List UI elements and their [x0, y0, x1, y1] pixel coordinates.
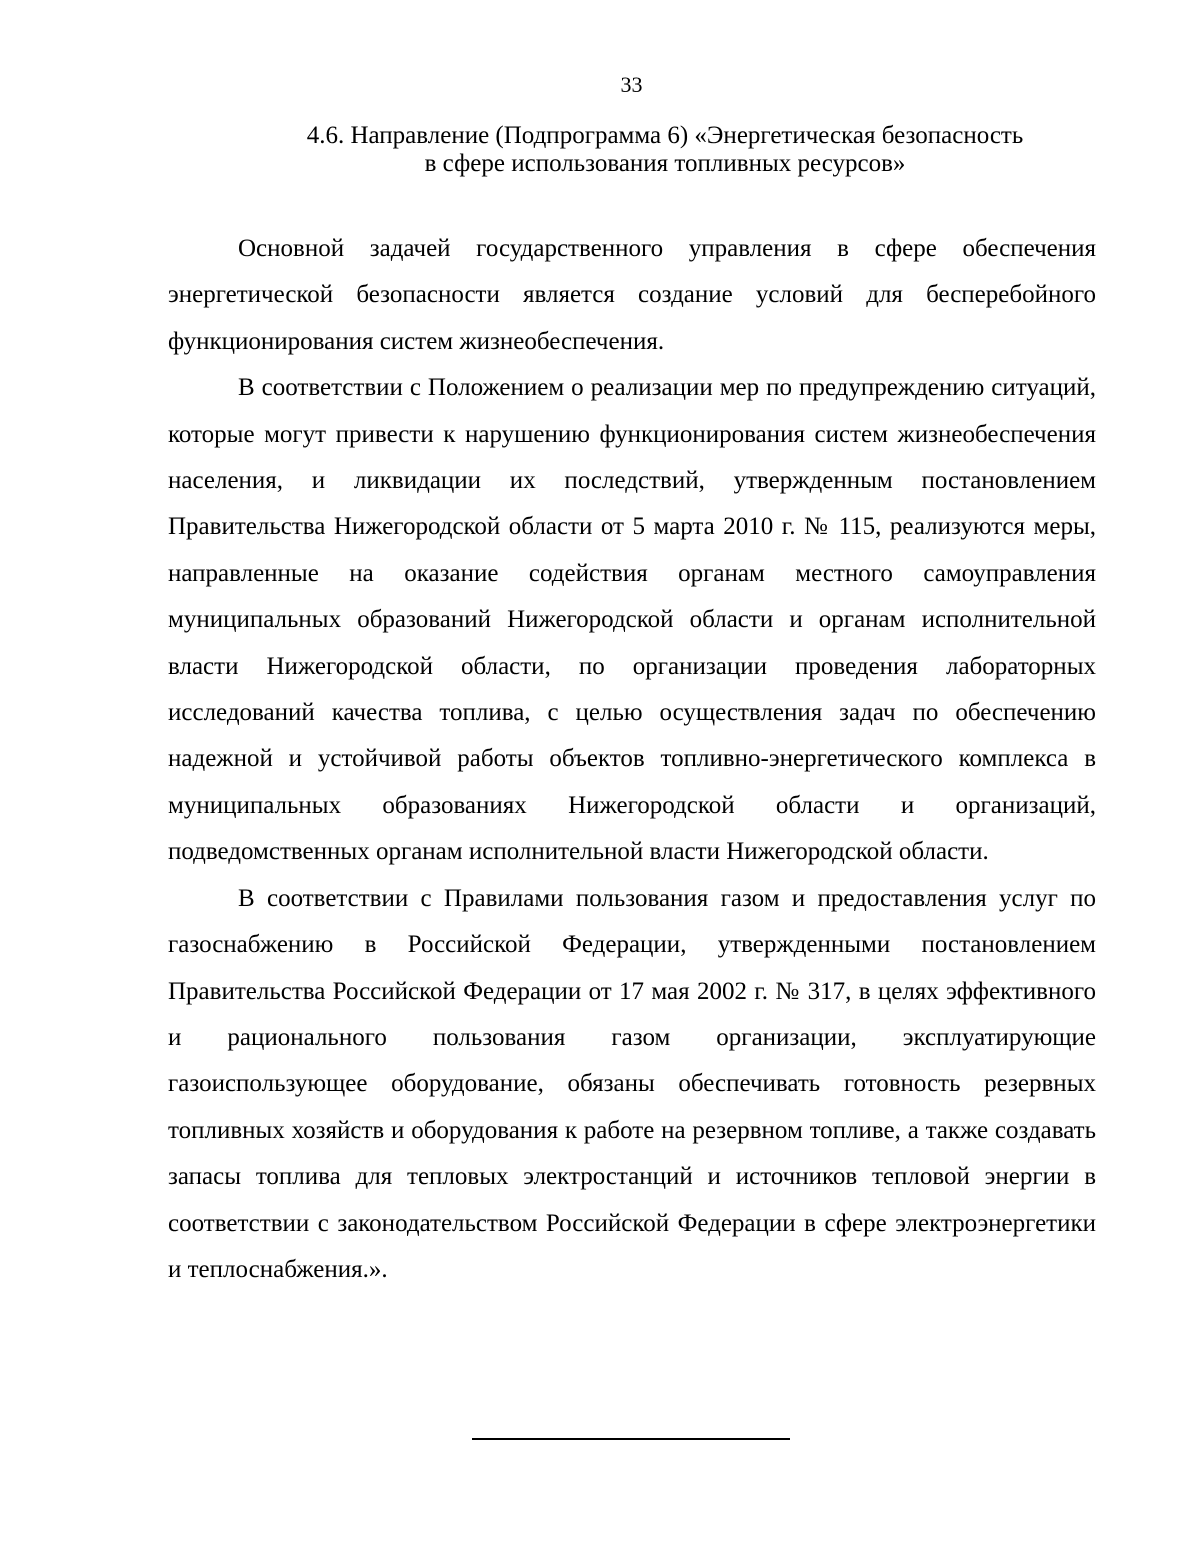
paragraph-1: Основной задачей государственного управления в сфере обеспечения энергетической безопасности является создание условий для бесперебойного функционирования систем жизнеобеспечения.	[168, 235, 1096, 355]
paragraph-3: В соответствии с Правилами пользования газом и предоставления услуг по газоснабжению в Российской Федерации, утвержденными постановлением Правительства Российской Федерации от 17 мая 2002 г. № 317, в целях эффективного и рационального пользования газом организации, эксплуатирующие газоиспользующее оборудование, обязаны обеспечивать готовность резервных топливных хозяйств и оборудования к работе на резервном топливе, а также создавать запасы топлива для тепловых электростанций и источников тепловой энергии в соответствии с законодательством Российской Федерации в сфере электроэнергетики и теплоснабжения.».	[168, 884, 1096, 1283]
section-heading	[180, 122, 1150, 178]
section-heading-line-2: в сфере использования топливных ресурсов»	[424, 150, 906, 177]
end-of-document-rule	[472, 1438, 790, 1440]
paragraph-2: В соответствии с Положением о реализации мер по предупреждению ситуаций, которые могут привести к нарушению функционирования систем жизнеобеспечения населения, и ликвидации их последствий, утвержденным постановлением Правительства Нижегородской области от 5 марта 2010 г. № 115, реализуются меры, направленные на оказание содействия органам местного самоуправления муниципальных образований Нижегородской области и органам исполнительной власти Нижегородской области, по организации проведения лабораторных исследований качества топлива, с целью осуществления задач по обеспечению надежной и устойчивой работы объектов топливно-энергетического комплекса в муниципальных образованиях Нижегородской области и организаций, подведомственных органам исполнительной власти Нижегородской области.	[168, 374, 1096, 866]
section-heading-line-1: 4.6. Направление (Подпрограмма 6) «Энергетическая безопасность	[306, 122, 1024, 149]
body-text	[168, 226, 1096, 1293]
page-number: 33	[620, 72, 643, 97]
